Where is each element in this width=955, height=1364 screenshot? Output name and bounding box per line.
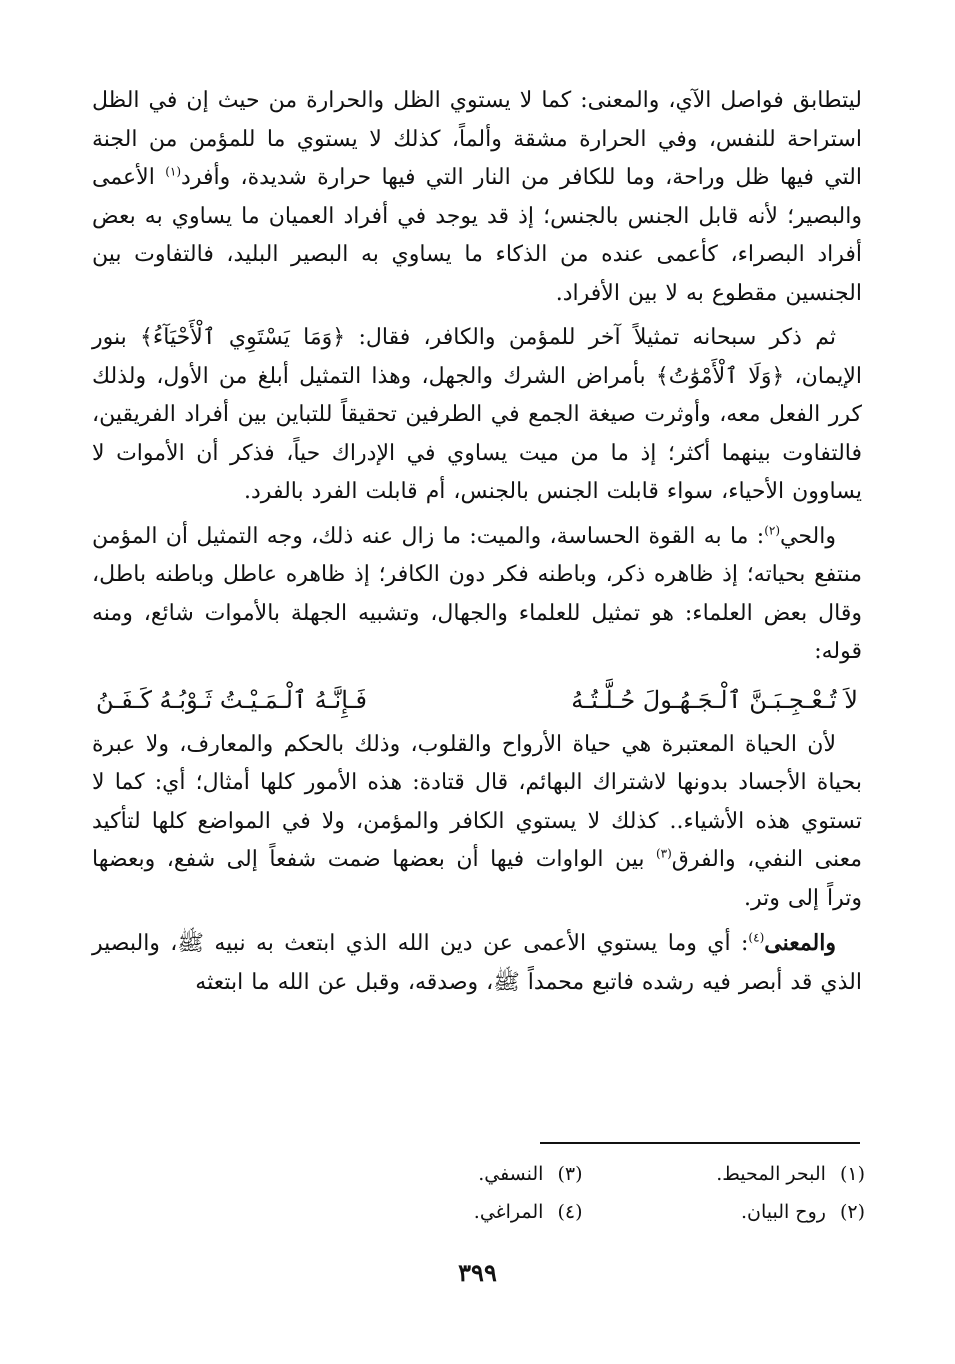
footnote-1 xyxy=(583,1160,866,1188)
paragraph-3-text: : ما به القوة الحساسة، والميت: ما زال عنه ذلك، وجه التمثيل أن المؤمن منتفع بحياته؛ إذ ظاهره ذكر، وباطنه فكر دون الكافر؛ إذ ظاهره عاطل وباطنه باطل، وقال بعض العلماء: هو تمثيل للعلماء والجهال، وتشبيه الجهلة بالأموات شائع، ومنه قوله: xyxy=(92,523,862,664)
paragraph-4-continuation: بين الواوات فيها أن بعضها ضمت شفعاً إلى شفع، وبعضها وتراً إلى وتر. xyxy=(92,847,862,911)
footnote-2 xyxy=(583,1198,866,1226)
footnote-4 xyxy=(300,1198,583,1226)
footnote-ref-1: (١) xyxy=(165,164,182,179)
footnote-3-number: (٣) xyxy=(557,1163,583,1185)
footnote-3 xyxy=(300,1160,583,1188)
footnote-1-number: (١) xyxy=(839,1163,865,1185)
paragraph-4 xyxy=(92,726,862,919)
footnote-4-number: (٤) xyxy=(557,1201,583,1223)
page-number: ٣٩٩ xyxy=(458,1258,497,1287)
paragraph-1 xyxy=(92,82,862,313)
footnote-ref-4: (٤) xyxy=(748,930,765,945)
footnote-divider xyxy=(540,1142,860,1144)
footnote-4-text: المراغي. xyxy=(473,1201,544,1223)
paragraph-3-start: والحي xyxy=(780,523,836,549)
page-body xyxy=(92,82,862,1008)
poetry-verse xyxy=(92,678,862,722)
verse-second-hemistich: فَـإِنَّـهُ ٱلْـمَـيْـتُ ثَـوْبُـهُ كَـفَـنُ xyxy=(96,685,368,714)
footnote-ref-3: (٣) xyxy=(655,846,672,861)
footnotes xyxy=(300,1160,865,1226)
footnote-2-number: (٢) xyxy=(839,1201,865,1223)
paragraph-4-text: لأن الحياة المعتبرة هي حياة الأرواح والقلوب، وذلك بالحكم والمعارف، ولا عبرة بحياة الأجساد بدونها لاشتراك البهائم، قال قتادة: هذه الأمور كلها أمثال؛ أي: كما لا تستوي هذه الأشياء.. كذلك لا يستوي الكافر والمؤمن، ولا في المواضع كلها لتأكيد معنى النفي، والفرق xyxy=(92,731,862,872)
paragraph-1-continuation: الأعمى والبصير؛ لأنه قابل الجنس بالجنس؛ إذ قد يوجد في أفراد العميان ما يساوي به بعض أفراد البصراء، كأعمى عنده من الذكاء ما يساوي به البصير البليد، فالتفاوت بين الجنسين مقطوع به لا بين الأفراد. xyxy=(92,165,862,306)
paragraph-5 xyxy=(92,924,862,1002)
paragraph-5-text: : أي وما يستوي الأعمى عن دين الله الذي ابتعث به نبيه ﷺ، والبصير الذي قد أبصر فيه رشده فاتبع محمداً ﷺ، وصدقه، وقبل عن الله ما ابتعثه xyxy=(92,931,862,995)
footnote-ref-2: (٢) xyxy=(764,523,781,538)
paragraph-2: ثم ذكر سبحانه تمثيلاً آخر للمؤمن والكافر، فقال: ﴿وَمَا يَسْتَوِي ٱلْأَحْيَآءُ﴾ بنور الإيمان، ﴿وَلَا ٱلْأَمْوَٰتُ﴾ بأمراض الشرك والجهل، وهذا التمثيل أبلغ من الأول، ولذلك كرر الفعل معه، وأوثرت صيغة الجمع في الطرفين تحقيقاً للتباين بين أفراد الفريقين، فالتفاوت بينهما أكثر؛ إذ ما من ميت يساوي في الإدراك حياً، فذكر أن الأموات لا يساوون الأحياء، سواء قابلت الجنس بالجنس، أم قابلت الفرد بالفرد. xyxy=(92,325,862,504)
footnote-2-text: روح البيان. xyxy=(740,1201,826,1223)
footnote-3-text: النسفي. xyxy=(478,1163,544,1185)
paragraph-5-lead: والمعنى xyxy=(764,930,836,956)
paragraph-3 xyxy=(92,518,862,672)
paragraph-1-text: ليتطابق فواصل الآي، والمعنى: كما لا يستوي الظل والحرارة من حيث إن في الظل استراحة للنفس، وفي الحرارة مشقة وألماً، كذلك لا يستوي ما للمؤمن من الجنة التي فيها ظل وراحة، وما للكافر من النار التي فيها حرارة شديدة، وأفرد xyxy=(92,88,862,190)
verse-first-hemistich: لاَ تُـعْـجِـبَـنَّ ٱلْـجَـهُـولَ حُـلَّـتُـهُ xyxy=(571,685,858,714)
footnote-1-text: البحر المحيط. xyxy=(716,1163,826,1185)
